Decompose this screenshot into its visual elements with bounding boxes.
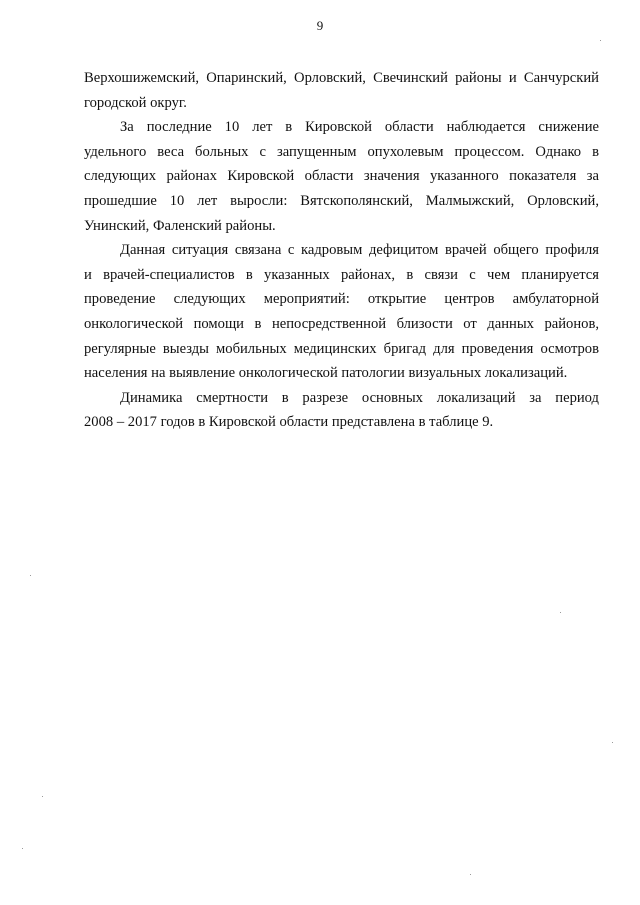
- scan-speck: [560, 612, 561, 613]
- text-line: следующих районах Кировской области значения указанного показателя за: [84, 168, 599, 185]
- document-body: [84, 66, 599, 435]
- page-number: 9: [316, 18, 324, 33]
- paragraph: [84, 115, 599, 238]
- text-line: 2008 – 2017 годов в Кировской области представлена в таблице 9.: [84, 414, 494, 431]
- text-line: Верхошижемский, Опаринский, Орловский, Свечинский районы и Санчурский: [84, 70, 599, 86]
- text-line: Динамика смертности в разрезе основных локализаций за период: [120, 389, 599, 406]
- scan-speck: [600, 40, 601, 41]
- text-line: удельного веса больных с запущенным опухолевым процессом. Однако в: [84, 143, 599, 160]
- text-line: Унинский, Фаленский районы.: [84, 217, 276, 234]
- text-line: и врачей-специалистов в указанных районах, в связи с чем планируется: [84, 266, 599, 283]
- text-line: проведение следующих мероприятий: открытие центров амбулаторной: [84, 291, 599, 308]
- scan-speck: [470, 874, 471, 875]
- text-line: онкологической помощи в непосредственной близости от данных районов,: [84, 315, 599, 332]
- text-line: регулярные выезды мобильных медицинских бригад для проведения осмотров: [84, 340, 599, 357]
- text-line: За последние 10 лет в Кировской области наблюдается снижение: [120, 119, 599, 136]
- text-line: городской округ.: [84, 94, 187, 111]
- text-line: прошедшие 10 лет выросли: Вятскополянский, Малмыжский, Орловский,: [84, 192, 599, 209]
- text-line: Данная ситуация связана с кадровым дефицитом врачей общего профиля: [120, 242, 599, 259]
- text-line: населения на выявление онкологической патологии визуальных локализаций.: [84, 365, 568, 382]
- scan-speck: [42, 796, 43, 797]
- paragraph: [84, 66, 599, 115]
- scan-speck: [612, 742, 613, 743]
- scan-speck: [30, 575, 31, 576]
- paragraph: [84, 386, 599, 435]
- paragraph: [84, 238, 599, 386]
- scan-speck: [22, 848, 23, 849]
